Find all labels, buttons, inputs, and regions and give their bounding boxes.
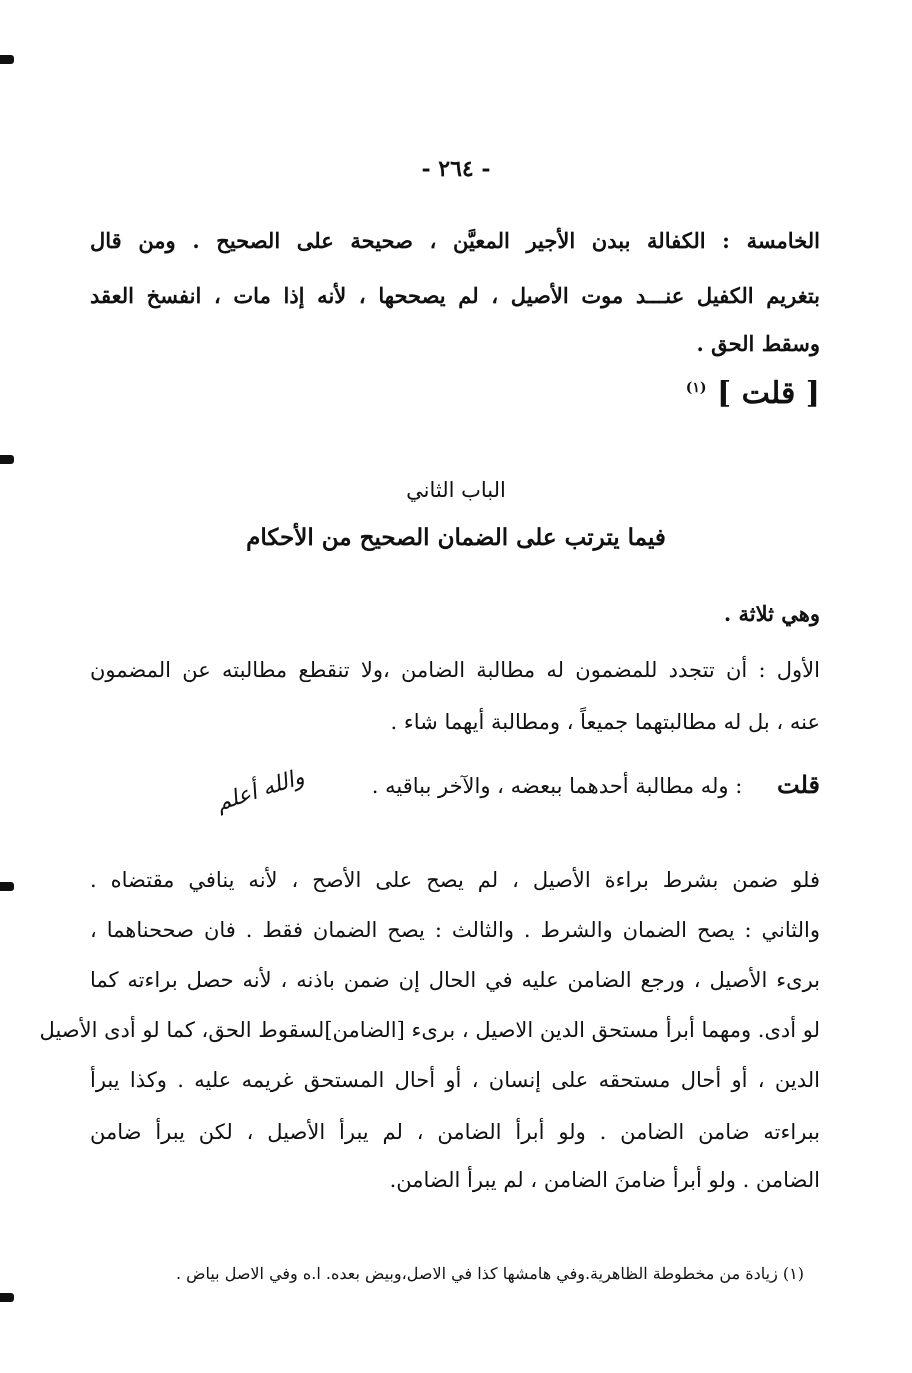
paragraph-line: الأول : أن تتجدد للمضمون له مطالبة الضامن ،ولا تنقطع مطالبته عن المضمون xyxy=(90,658,820,682)
paragraph-line: بتغريم الكفيل عنـــد موت الأصيل ، لم يصححها ، لأنه إذا مات ، انفسخ العقد xyxy=(90,283,820,308)
footnote: (١) زيادة من مخطوطة الظاهرية.وفي هامشها كذا في الاصل،وبيض بعده. ا.ه وفي الاصل بياض . xyxy=(175,1264,804,1283)
paragraph-line: وسقط الحق . xyxy=(696,331,820,356)
qult-note xyxy=(372,770,820,799)
footnote-marker: (١) xyxy=(685,380,707,396)
paragraph-line: الخامسة : الكفالة ببدن الأجير المعيَّن ، صحيحة على الصحيح . ومن قال xyxy=(90,228,820,253)
chapter-title: الباب الثاني xyxy=(406,478,506,502)
qult-label: قلت xyxy=(777,770,820,799)
scan-edge-mark xyxy=(0,55,14,64)
qult-heading xyxy=(686,376,820,411)
paragraph-line: لو أدى. ومهما أبرأ مستحق الدين الاصيل ، برىء [الضامن]لسقوط الحق، كما لو أدى الأصيل xyxy=(39,1018,820,1042)
qult-text: : وله مطالبة أحدهما ببعضه ، والآخر بباقيه . xyxy=(371,774,743,798)
handwritten-note: والله أعلم xyxy=(213,764,308,817)
paragraph-line: برىء الأصيل ، ورجع الضامن عليه في الحال إن ضمن باذنه ، لأنه حصل براءته كما xyxy=(90,968,820,992)
paragraph-line: الضامن . ولو أبرأ ضامنَ الضامن ، لم يبرأ الضامن. xyxy=(389,1168,820,1192)
paragraph-line: ببراءته ضامن الضامن . ولو أبرأ الضامن ، لم يبرأ الأصيل ، لكن يبرأ ضامن xyxy=(90,1120,820,1144)
paragraph-line: فلو ضمن بشرط براءة الأصيل ، لم يصح على الأصح ، لأنه ينافي مقتضاه . xyxy=(90,868,820,892)
paragraph-line: والثاني : يصح الضمان والشرط . والثالث : يصح الضمان فقط . فان صححناهما ، xyxy=(90,918,820,942)
paragraph-line: الدين ، أو أحال مستحقه على إنسان ، أو أحال المستحق غريمه عليه . وكذا يبرأ xyxy=(90,1068,820,1092)
paragraph-line: وهي ثلاثة . xyxy=(723,601,820,626)
page-number: - ٢٦٤ - xyxy=(421,156,491,182)
paragraph-line: عنه ، بل له مطالبتهما جميعاً ، ومطالبة أيهما شاء . xyxy=(390,710,820,734)
scan-edge-mark xyxy=(0,1293,14,1302)
scan-edge-mark xyxy=(0,882,14,891)
chapter-subtitle: فيما يترتب على الضمان الصحيح من الأحكام xyxy=(246,524,666,551)
scan-edge-mark xyxy=(0,455,14,464)
qult-label: [ قلت ] xyxy=(716,376,820,411)
